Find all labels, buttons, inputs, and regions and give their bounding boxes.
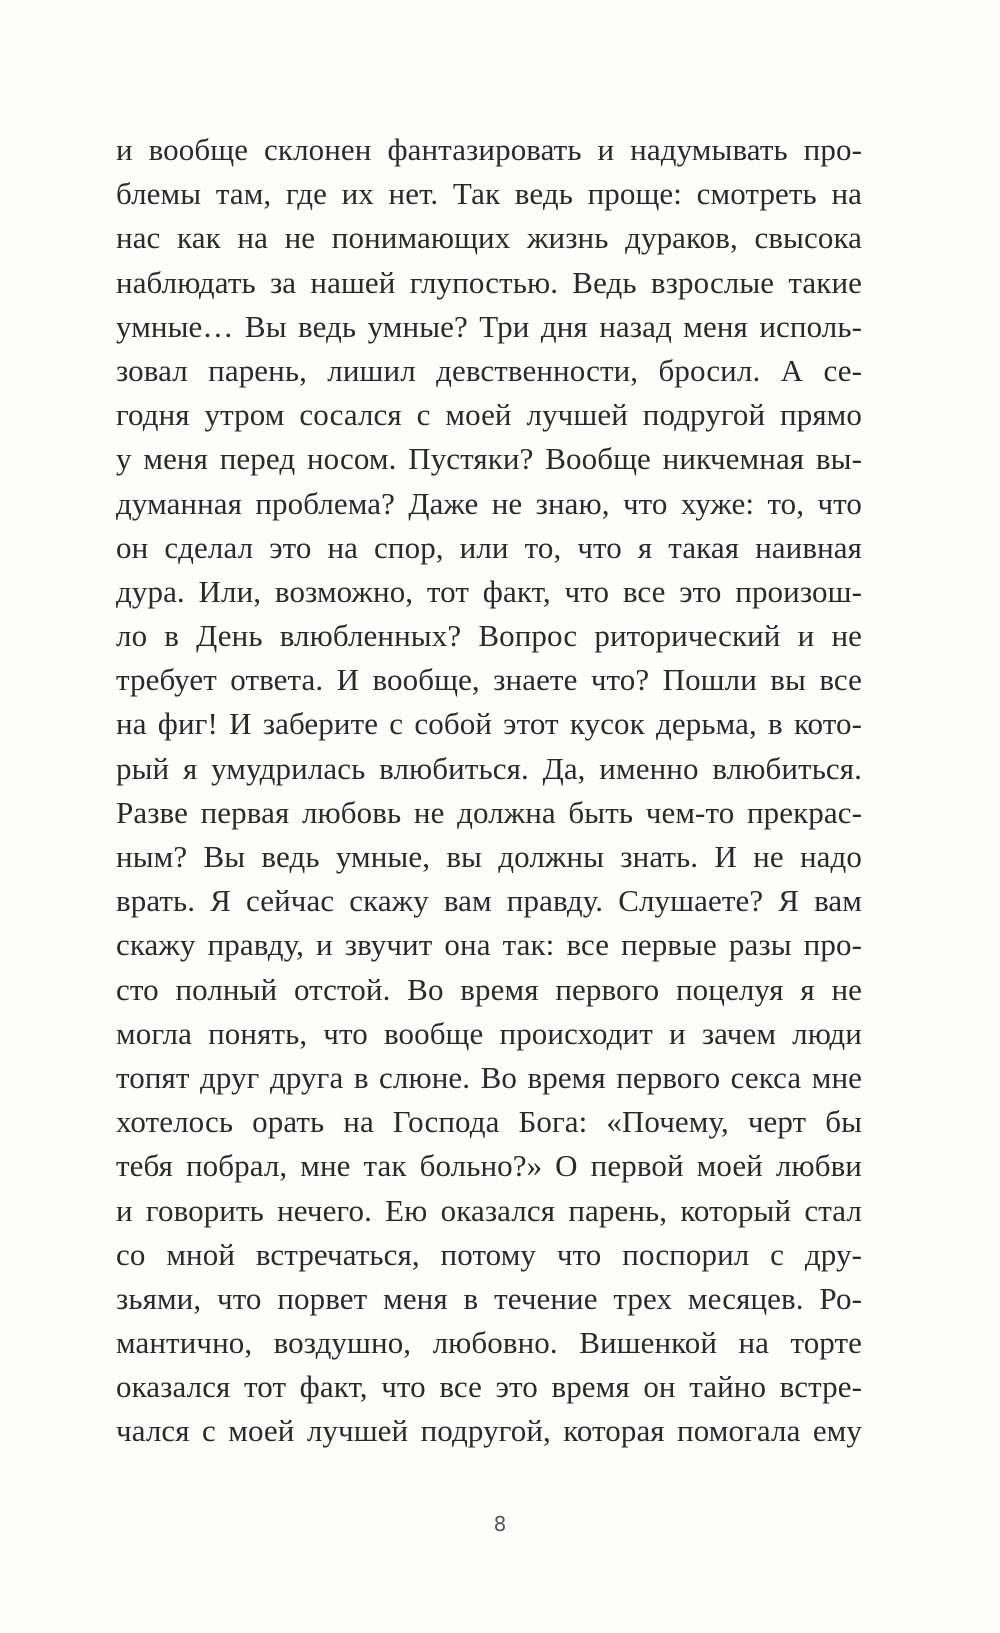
text-line: топят друг друга в слюне. Во время первого секса мне (116, 1059, 862, 1095)
page-number: 8 (493, 1512, 507, 1536)
text-line: чался с моей лучшей подругой, которая помогала ему (116, 1413, 862, 1449)
text-line: зьями, что порвет меня в течение трех месяцев. Ро- (116, 1280, 862, 1316)
text-line: зовал парень, лишил девственности, бросил. А се- (116, 352, 862, 388)
text-line: ным? Вы ведь умные, вы должны знать. И не надо (116, 839, 862, 874)
text-line: и вообще склонен фантазировать и надумывать про- (116, 132, 862, 167)
text-line: на фиг! И заберите с собой этот кусок дерьма, в кото- (116, 706, 862, 742)
text-line: нас как на не понимающих жизнь дураков, свысока (116, 220, 862, 256)
text-line: Разве первая любовь не должна быть чем-то прекрас- (116, 794, 862, 830)
text-line: умные… Вы ведь умные? Три дня назад меня исполь- (116, 308, 862, 344)
body-text (116, 128, 862, 1454)
text-line: могла понять, что вообще происходит и зачем люди (116, 1015, 862, 1051)
text-line: думанная проблема? Даже не знаю, что хуже: то, что (116, 485, 862, 521)
text-line: со мной встречаться, потому что поспорил с дру- (116, 1236, 862, 1272)
text-line: у меня перед носом. Пустяки? Вообще никчемная вы- (116, 441, 862, 477)
text-line: требует ответа. И вообще, знаете что? Пошли вы все (116, 662, 862, 698)
text-line: дура. Или, возможно, тот факт, что все это произош- (116, 573, 862, 609)
text-line: он сделал это на спор, или то, что я такая наивная (116, 529, 862, 565)
text-line: блемы там, где их нет. Так ведь проще: смотреть на (116, 176, 862, 212)
text-line: годня утром сосался с моей лучшей подругой прямо (116, 397, 862, 433)
text-line: мантично, воздушно, любовно. Вишенкой на торте (116, 1325, 862, 1361)
text-line: оказался тот факт, что все это время он тайно встре- (116, 1369, 862, 1405)
text-line: наблюдать за нашей глупостью. Ведь взрослые такие (116, 264, 862, 300)
text-line: тебя побрал, мне так больно?» О первой моей любви (116, 1148, 862, 1184)
text-line: врать. Я сейчас скажу вам правду. Слушаете? Я вам (116, 883, 862, 919)
text-line: рый я умудрилась влюбиться. Да, именно влюбиться. (116, 750, 862, 786)
text-line: скажу правду, и звучит она так: все первые разы про- (116, 927, 862, 963)
text-line: хотелось орать на Господа Бога: «Почему, черт бы (116, 1104, 862, 1140)
text-line: ло в День влюбленных? Вопрос риторический и не (116, 618, 862, 654)
text-line: сто полный отстой. Во время первого поцелуя я не (116, 971, 862, 1007)
text-line: и говорить нечего. Ею оказался парень, который стал (116, 1192, 862, 1228)
